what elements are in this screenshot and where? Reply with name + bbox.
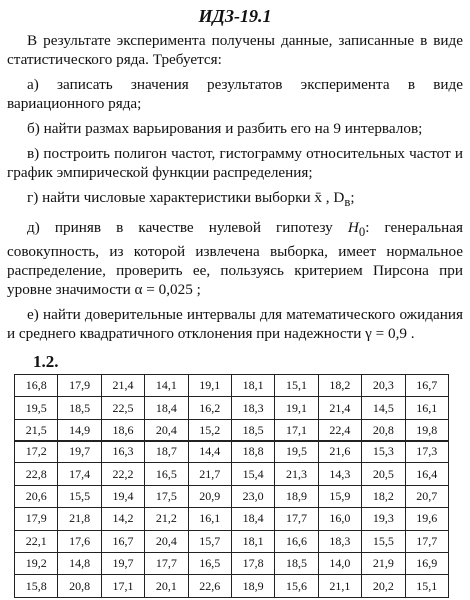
table-cell: 17,7	[405, 530, 448, 552]
table-cell: 21,7	[188, 463, 231, 485]
table-cell: 18,3	[318, 530, 361, 552]
table-row	[15, 441, 449, 463]
table-cell: 15,5	[58, 485, 101, 507]
table-cell: 18,9	[231, 575, 274, 597]
table-cell: 18,5	[231, 419, 274, 441]
table-cell: 18,6	[101, 419, 144, 441]
table-cell: 18,2	[318, 375, 361, 397]
table-cell: 19,7	[101, 552, 144, 574]
table-cell: 20,1	[145, 575, 188, 597]
table-cell: 17,4	[58, 463, 101, 485]
table-cell: 19,5	[275, 441, 318, 463]
table-row	[15, 530, 449, 552]
table-cell: 14,8	[58, 552, 101, 574]
table-cell: 16,6	[275, 530, 318, 552]
table-cell: 14,1	[145, 375, 188, 397]
table-cell: 21,6	[318, 441, 361, 463]
task-b: б) найти размах варьирования и разбить его на 9 интервалов;	[27, 120, 423, 137]
table-cell: 21,5	[15, 419, 58, 441]
table-row	[15, 419, 449, 441]
table-cell: 20,4	[145, 530, 188, 552]
data-table-bottom	[14, 440, 449, 598]
table-cell: 20,7	[405, 485, 448, 507]
table-row	[15, 463, 449, 485]
table-cell: 18,5	[275, 552, 318, 574]
table-cell: 19,3	[362, 508, 405, 530]
table-cell: 18,8	[231, 441, 274, 463]
table-cell: 21,1	[318, 575, 361, 597]
table-cell: 17,7	[275, 508, 318, 530]
table-cell: 21,8	[58, 508, 101, 530]
table-cell: 15,3	[362, 441, 405, 463]
table-row	[15, 508, 449, 530]
table-cell: 16,8	[15, 375, 58, 397]
task-f: е) найти доверительные интервалы для математического ожидания и среднего квадратичного отклонения при надежности γ = 0,9 .	[7, 306, 463, 343]
table-cell: 18,9	[275, 485, 318, 507]
table-cell: 16,0	[318, 508, 361, 530]
table-cell: 21,9	[362, 552, 405, 574]
task-d: г) найти числовые характеристики выборки x̄ , $D_в$;	[27, 189, 355, 210]
table-cell: 19,4	[101, 485, 144, 507]
table-cell: 18,7	[145, 441, 188, 463]
table-cell: 19,5	[15, 397, 58, 419]
table-cell: 17,9	[15, 508, 58, 530]
table-cell: 22,8	[15, 463, 58, 485]
table-cell: 19,6	[405, 508, 448, 530]
table-cell: 18,4	[145, 397, 188, 419]
table-cell: 14,3	[318, 463, 361, 485]
table-cell: 20,6	[15, 485, 58, 507]
table-cell: 19,1	[275, 397, 318, 419]
table-cell: 15,6	[275, 575, 318, 597]
table-cell: 17,6	[58, 530, 101, 552]
table-cell: 16,5	[188, 552, 231, 574]
table-cell: 20,4	[145, 419, 188, 441]
table-cell: 22,6	[188, 575, 231, 597]
table-cell: 18,1	[231, 530, 274, 552]
table-cell: 15,7	[188, 530, 231, 552]
table-cell: 17,1	[101, 575, 144, 597]
table-cell: 21,3	[275, 463, 318, 485]
table-cell: 23,0	[231, 485, 274, 507]
table-cell: 16,9	[405, 552, 448, 574]
table-cell: 18,4	[231, 508, 274, 530]
table-row	[15, 397, 449, 419]
table-cell: 16,2	[188, 397, 231, 419]
table-cell: 15,1	[275, 375, 318, 397]
table-cell: 14,4	[188, 441, 231, 463]
table-cell: 16,4	[405, 463, 448, 485]
table-cell: 20,8	[58, 575, 101, 597]
table-cell: 22,5	[101, 397, 144, 419]
table-cell: 16,5	[145, 463, 188, 485]
table-cell: 21,4	[101, 375, 144, 397]
table-cell: 17,3	[405, 441, 448, 463]
table-cell: 14,2	[101, 508, 144, 530]
table-cell: 16,7	[405, 375, 448, 397]
data-table-top	[14, 374, 449, 442]
table-cell: 22,4	[318, 419, 361, 441]
table-cell: 17,7	[145, 552, 188, 574]
table-cell: 15,5	[362, 530, 405, 552]
table-cell: 16,1	[405, 397, 448, 419]
intro-paragraph: В результате эксперимента получены данные, записанные в виде статистического ряда. Требуется:	[7, 32, 463, 68]
table-cell: 17,9	[58, 375, 101, 397]
table-cell: 15,1	[405, 575, 448, 597]
page-title: ИДЗ-19.1	[198, 6, 272, 26]
table-cell: 20,3	[362, 375, 405, 397]
table-cell: 19,1	[188, 375, 231, 397]
table-cell: 18,3	[231, 397, 274, 419]
table-cell: 14,5	[362, 397, 405, 419]
table-cell: 15,4	[231, 463, 274, 485]
table-cell: 15,8	[15, 575, 58, 597]
section-label: 1.2.	[33, 352, 59, 371]
table-cell: 17,2	[15, 441, 58, 463]
table-row	[15, 575, 449, 597]
table-cell: 16,7	[101, 530, 144, 552]
table-cell: 15,2	[188, 419, 231, 441]
table-cell: 17,5	[145, 485, 188, 507]
table-cell: 22,1	[15, 530, 58, 552]
table-cell: 21,2	[145, 508, 188, 530]
table-row	[15, 485, 449, 507]
table-cell: 16,1	[188, 508, 231, 530]
table-cell: 15,9	[318, 485, 361, 507]
table-cell: 17,1	[275, 419, 318, 441]
table-cell: 19,2	[15, 552, 58, 574]
table-cell: 14,9	[58, 419, 101, 441]
table-cell: 22,2	[101, 463, 144, 485]
table-cell: 16,3	[101, 441, 144, 463]
task-a: а) записать значения результатов эксперимента в виде вариационного ряда;	[7, 76, 463, 112]
task-text	[7, 31, 463, 343]
table-cell: 20,8	[362, 419, 405, 441]
task-e: д) приняв в качестве нулевой гипотезу $H_0$: генеральная совокупность, из которой извлечена выборка, имеет нормальное распределение, проверить ее, пользуясь критерием Пирсона при уровне значимости α = 0,025 ;	[7, 219, 463, 299]
table-cell: 20,9	[188, 485, 231, 507]
table-cell: 18,1	[231, 375, 274, 397]
table-cell: 19,8	[405, 419, 448, 441]
table-cell: 17,8	[231, 552, 274, 574]
table-cell: 14,0	[318, 552, 361, 574]
table-cell: 20,5	[362, 463, 405, 485]
table-row	[15, 375, 449, 397]
table-cell: 18,2	[362, 485, 405, 507]
table-cell: 19,7	[58, 441, 101, 463]
table-cell: 18,5	[58, 397, 101, 419]
task-c: в) построить полигон частот, гистограмму относительных частот и график эмпирической функции распределения;	[7, 145, 463, 181]
table-cell: 21,4	[318, 397, 361, 419]
table-cell: 20,2	[362, 575, 405, 597]
table-row	[15, 552, 449, 574]
